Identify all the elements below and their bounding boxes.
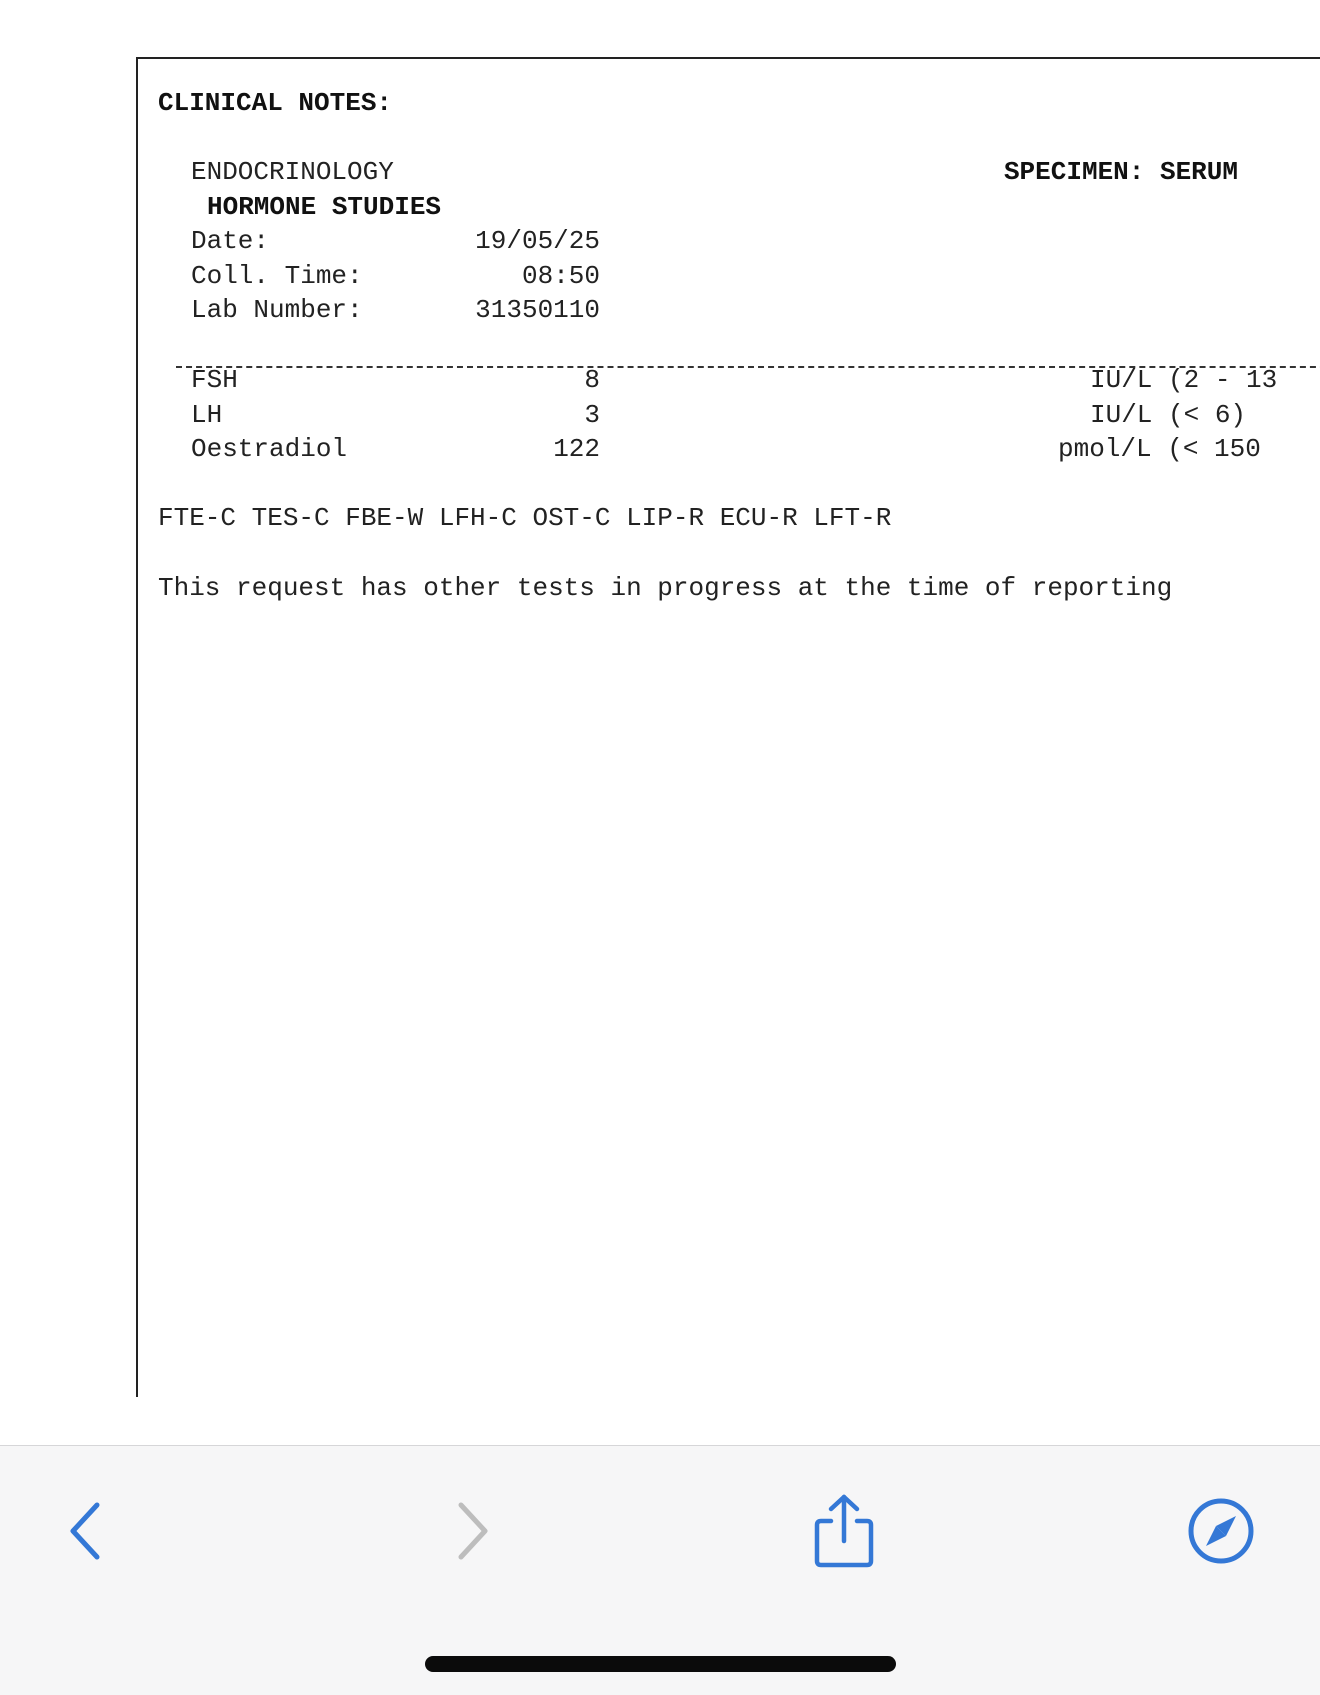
result-unit-range: IU/L (2 - 13	[1090, 365, 1278, 395]
lab-number-label: Lab Number:	[191, 295, 363, 325]
safari-button[interactable]	[1176, 1486, 1266, 1576]
coll-time-label: Coll. Time:	[191, 261, 363, 291]
chevron-right-icon	[449, 1499, 493, 1563]
result-unit-range: pmol/L (< 150	[1058, 434, 1261, 464]
clinical-notes-label: CLINICAL NOTES:	[158, 88, 393, 118]
result-unit-range: IU/L (< 6)	[1090, 400, 1247, 430]
date-label: Date:	[191, 226, 270, 256]
back-button[interactable]	[42, 1486, 132, 1576]
result-value: 8	[584, 365, 600, 395]
result-test-name: Oestradiol	[191, 434, 348, 464]
share-button[interactable]	[799, 1486, 889, 1576]
result-value: 3	[584, 400, 600, 430]
result-test-name: LH	[191, 400, 223, 430]
test-codes: FTE-C TES-C FBE-W LFH-C OST-C LIP-R ECU-R LFT-R	[158, 503, 892, 533]
footer-note: This request has other tests in progress at the time of reporting	[158, 573, 1173, 603]
date-value: 19/05/25	[475, 226, 600, 256]
forward-button[interactable]	[426, 1486, 516, 1576]
compass-icon	[1186, 1496, 1256, 1566]
report-page	[136, 57, 1320, 1397]
specimen-label: SPECIMEN: SERUM	[1003, 157, 1238, 187]
result-test-name: FSH	[191, 365, 238, 395]
chevron-left-icon	[65, 1499, 109, 1563]
share-icon	[811, 1493, 877, 1569]
home-indicator	[425, 1656, 896, 1672]
lab-number-value: 31350110	[475, 295, 600, 325]
study-title: HORMONE STUDIES	[207, 192, 442, 222]
department-label: ENDOCRINOLOGY	[191, 157, 394, 187]
coll-time-value: 08:50	[521, 261, 600, 291]
browser-toolbar	[0, 1445, 1320, 1695]
result-value: 122	[553, 434, 600, 464]
